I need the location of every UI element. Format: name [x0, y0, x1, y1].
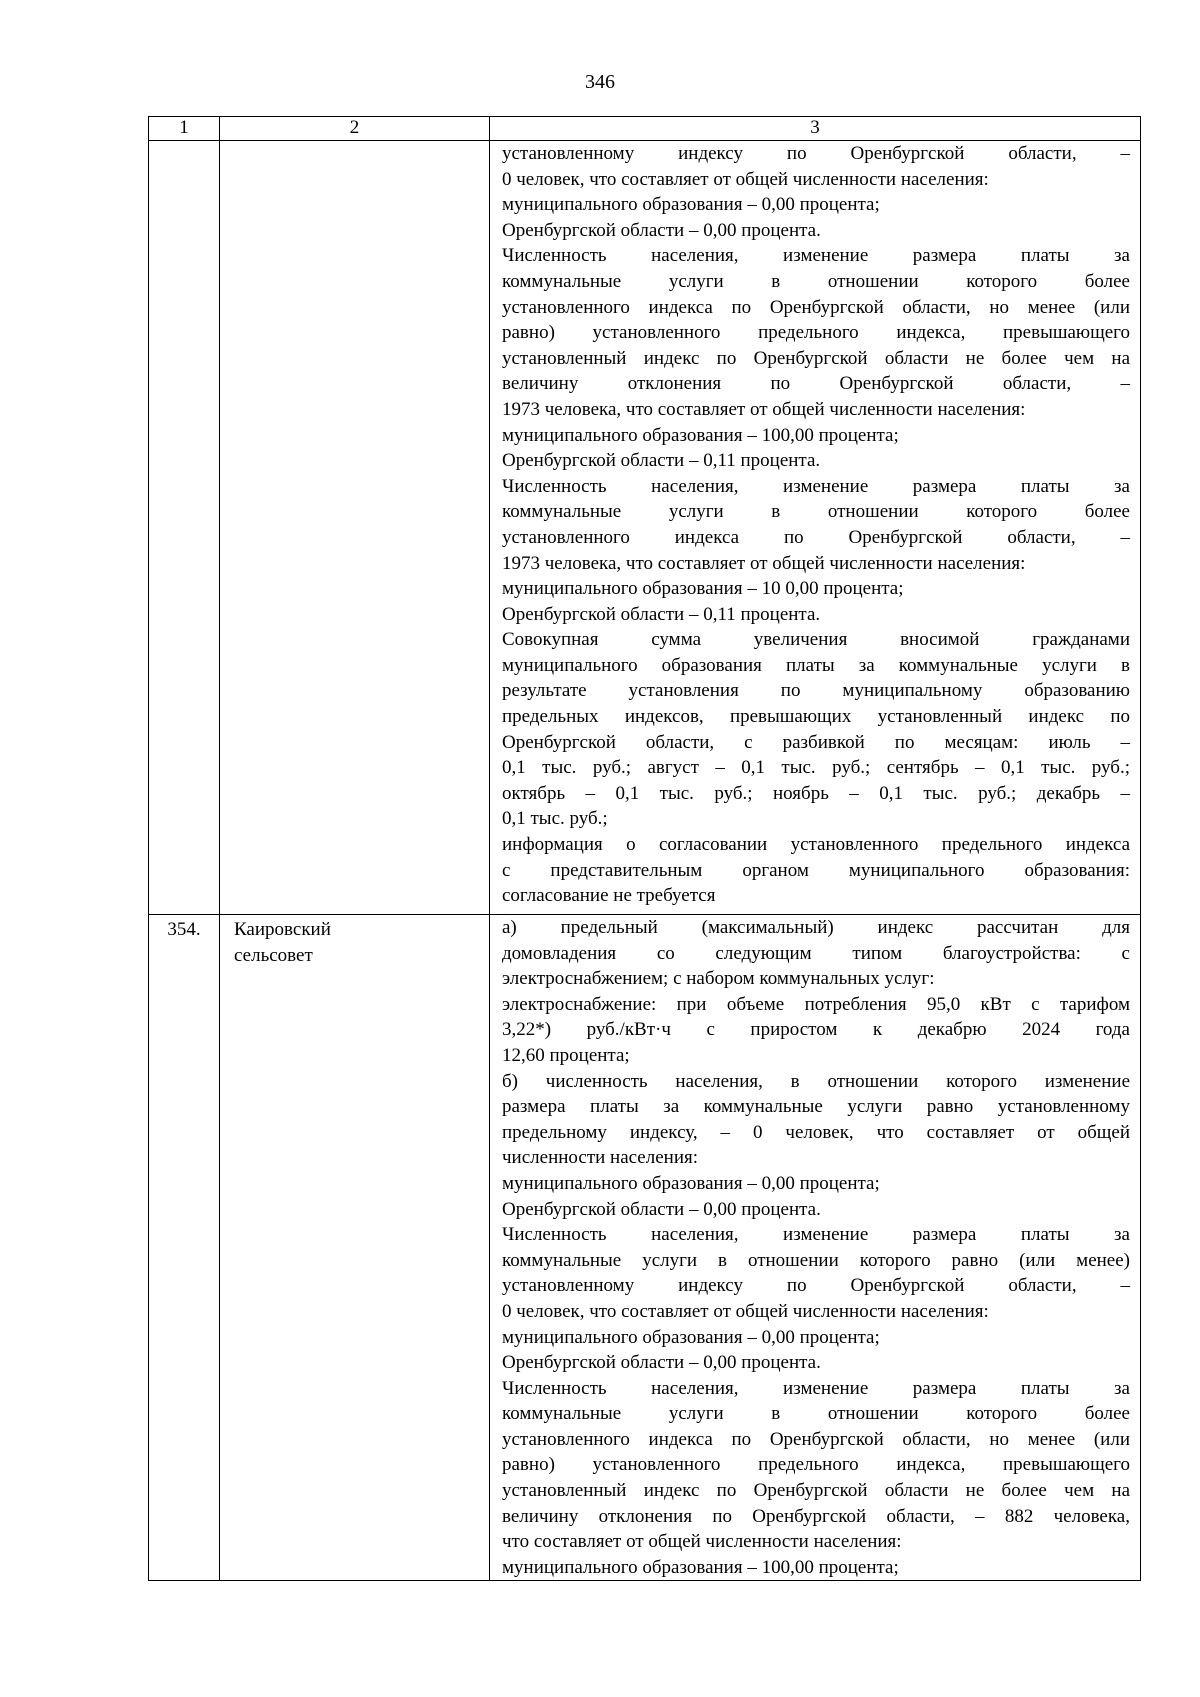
text-line: установленного индекса по Оренбургской области, но менее (или — [502, 1428, 1130, 1450]
text-line: установленному индексу по Оренбургской области, – — [502, 1275, 1130, 1297]
text-line: информация о согласовании установленного предельного индекса — [502, 834, 1130, 856]
name-line: Каировский — [234, 919, 331, 940]
text-line: Оренбургской области – 0,11 процента. — [502, 603, 821, 625]
column-header-number: 1 — [149, 117, 220, 141]
text-line: электроснабжением; с набором коммунальных услуг: — [502, 968, 935, 990]
table-row — [149, 915, 1141, 1581]
text-line: установленного индекса по Оренбургской области, но менее (или — [502, 296, 1130, 318]
text-line: муниципального образования – 0,00 процента; — [502, 194, 880, 216]
text-line: численности населения: — [502, 1147, 699, 1169]
column-header-description: 3 — [490, 117, 1141, 141]
text-line: с представительным органом муниципального образования: — [502, 859, 1130, 881]
text-line: муниципального образования – 100,00 процента; — [502, 1556, 899, 1578]
text-line: муниципального образования – 0,00 процента; — [502, 1326, 880, 1348]
municipality-name-cell — [220, 915, 490, 1581]
row-number-cell: 354. — [149, 915, 220, 1581]
text-line: Численность населения, изменение размера платы за — [502, 245, 1130, 267]
text-line: а) предельный (максимальный) индекс рассчитан для — [502, 917, 1130, 938]
text-line: муниципального образования – 100,00 процента; — [502, 424, 899, 446]
table-header-row — [149, 117, 1141, 141]
text-line: Численность населения, изменение размера платы за — [502, 475, 1130, 497]
text-line: размера платы за коммунальные услуги равно установленному — [502, 1096, 1130, 1118]
text-line: установленного индекса по Оренбургской области, – — [502, 526, 1130, 548]
text-line: коммунальные услуги в отношении которого более — [502, 1403, 1130, 1425]
text-line: муниципального образования – 10 0,00 процента; — [502, 578, 904, 600]
text-line: 1973 человека, что составляет от общей численности населения: — [502, 552, 1026, 574]
text-line: Численность населения, изменение размера платы за — [502, 1224, 1130, 1246]
text-line: Оренбургской области – 0,00 процента. — [502, 219, 821, 241]
text-line: октябрь – 0,1 тыс. руб.; ноябрь – 0,1 тыс. руб.; декабрь – — [502, 782, 1130, 804]
text-line: Оренбургской области – 0,00 процента. — [502, 1352, 821, 1374]
text-line: равно) установленного предельного индекса, превышающего — [502, 322, 1130, 344]
text-line: 0 человек, что составляет от общей численности населения: — [502, 1300, 989, 1322]
column-header-name: 2 — [220, 117, 490, 141]
text-line: равно) установленного предельного индекса, превышающего — [502, 1454, 1130, 1476]
text-line: Численность населения, изменение размера платы за — [502, 1377, 1130, 1399]
text-line: величину отклонения по Оренбургской области, – 882 человека, — [502, 1505, 1130, 1527]
text-line: Оренбургской области – 0,11 процента. — [502, 450, 821, 472]
text-line: что составляет от общей численности населения: — [502, 1531, 902, 1553]
text-line: 1973 человека, что составляет от общей численности населения: — [502, 398, 1026, 420]
text-line: 0,1 тыс. руб.; — [502, 808, 608, 830]
text-line: муниципального образования платы за коммунальные услуги в — [502, 654, 1130, 676]
text-line: 3,22*) руб./кВт·ч с приростом к декабрю 2024 года — [502, 1019, 1130, 1041]
description-cell — [490, 141, 1141, 915]
name-line: сельсовет — [234, 944, 313, 966]
text-line: коммунальные услуги в отношении которого более — [502, 270, 1130, 292]
text-line: установленному индексу по Оренбургской области, – — [502, 143, 1130, 164]
text-line: установленный индекс по Оренбургской области не более чем на — [502, 1480, 1130, 1502]
text-line: предельных индексов, превышающих установленный индекс по — [502, 706, 1130, 728]
row-number-cell — [149, 141, 220, 915]
text-line: предельному индексу, – 0 человек, что составляет от общей — [502, 1121, 1130, 1143]
text-line: коммунальные услуги в отношении которого более — [502, 501, 1130, 523]
text-line: согласование не требуется — [502, 885, 716, 907]
text-line: домовладения со следующим типом благоустройства: с — [502, 942, 1130, 964]
text-line: результате установления по муниципальному образованию — [502, 680, 1130, 702]
text-line: б) численность населения, в отношении которого изменение — [502, 1070, 1130, 1092]
table-row — [149, 141, 1141, 915]
description-cell — [490, 915, 1141, 1581]
text-line: 0 человек, что составляет от общей численности населения: — [502, 168, 989, 190]
text-line: Совокупная сумма увеличения вносимой гражданами — [502, 629, 1130, 651]
text-line: Оренбургской области, с разбивкой по месяцам: июль – — [502, 731, 1130, 753]
text-line: муниципального образования – 0,00 процента; — [502, 1172, 880, 1194]
text-line: Оренбургской области – 0,00 процента. — [502, 1198, 821, 1220]
text-line: коммунальные услуги в отношении которого равно (или менее) — [502, 1249, 1130, 1271]
municipality-name-cell — [220, 141, 490, 915]
text-line: величину отклонения по Оренбургской области, – — [502, 373, 1130, 395]
page-number: 346 — [585, 71, 615, 93]
text-line: 12,60 процента; — [502, 1044, 630, 1066]
text-line: электроснабжение: при объеме потребления 95,0 кВт с тарифом — [502, 993, 1130, 1015]
text-line: 0,1 тыс. руб.; август – 0,1 тыс. руб.; сентябрь – 0,1 тыс. руб.; — [502, 757, 1130, 779]
text-line: установленный индекс по Оренбургской области не более чем на — [502, 347, 1130, 369]
document-table — [148, 116, 1141, 1581]
